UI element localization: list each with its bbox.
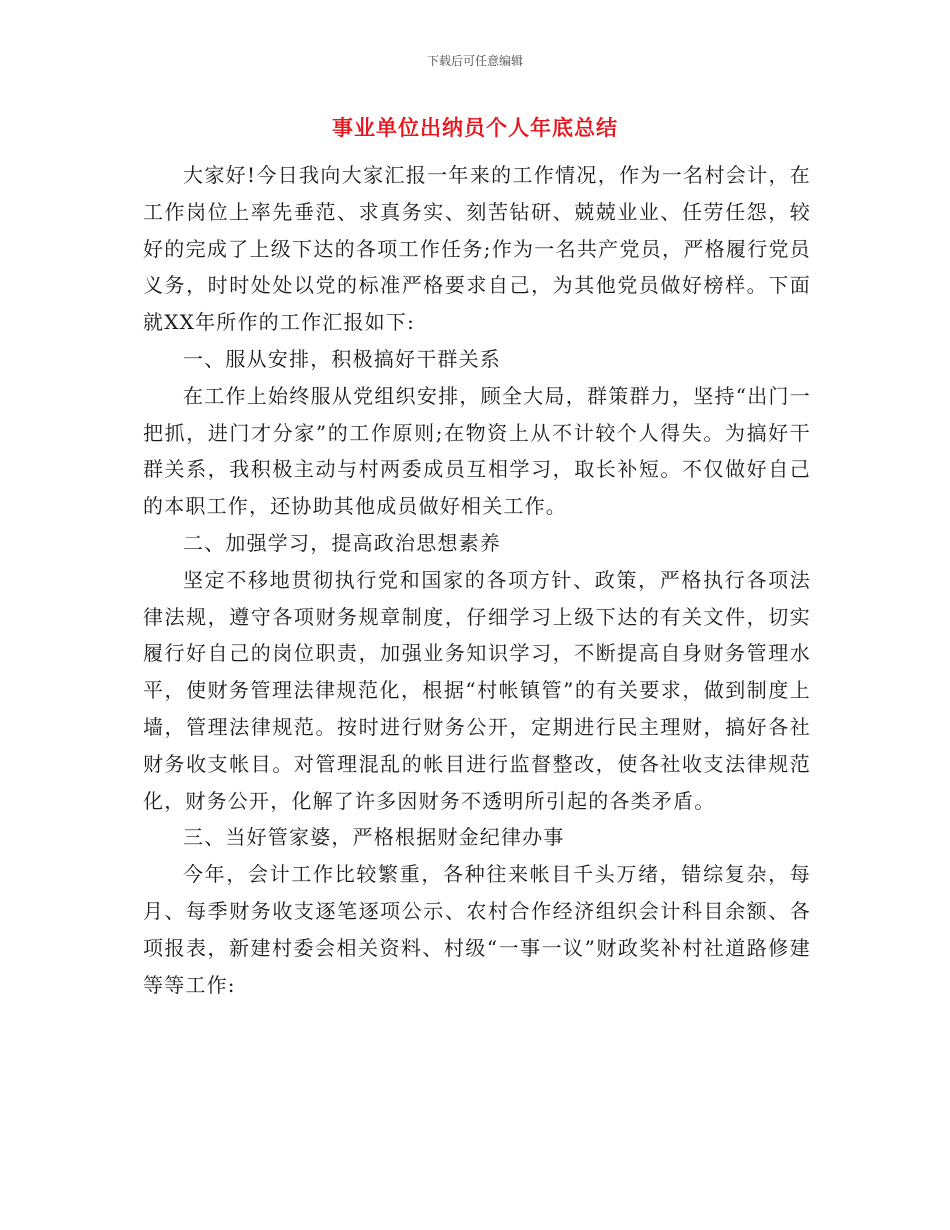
paragraph-section-1: 在工作上始终服从党组织安排，顾全大局，群策群力，坚持“出门一把抓，进门才分家”的工作原则;在物资上从不计较个人得失。为搞好干群关系，我积极主动与村两委成员互相学习，取长补短。不仅做好自己的本职工作，还协助其他成员做好相关工作。	[143, 383, 811, 519]
header-note: 下载后可任意编辑	[426, 54, 523, 68]
section-heading-1: 一、服从安排，积极搞好干群关系	[183, 346, 501, 371]
document-body	[143, 157, 811, 1003]
paragraph-section-2: 坚定不移地贯彻执行党和国家的各项方针、政策，严格执行各项法律法规，遵守各项财务规章制度，仔细学习上级下达的有关文件，切实履行好自己的岗位职责，加强业务知识学习，不断提高自身财务管理水平，使财务管理法律规范化，根据“村帐镇管”的有关要求，做到制度上墙，管理法律规范。按时进行财务公开，定期进行民主理财，搞好各社财务收支帐目。对管理混乱的帐目进行监督整改，使各社收支法律规范化，财务公开，化解了许多因财务不透明所引起的各类矛盾。	[143, 567, 811, 813]
section-heading-2: 二、加强学习，提高政治思想素养	[183, 530, 501, 555]
paragraph-intro: 大家好!今日我向大家汇报一年来的工作情况，作为一名村会计，在工作岗位上率先垂范、求真务实、刻苦钻研、兢兢业业、任劳任怨，较好的完成了上级下达的各项工作任务;作为一名共产党员，严格履行党员义务，时时处处以党的标准严格要求自己，为其他党员做好榜样。下面就XX年所作的工作汇报如下:	[143, 163, 811, 335]
section-heading-3: 三、当好管家婆，严格根据财金纪律办事	[183, 825, 565, 850]
paragraph-section-3: 今年，会计工作比较繁重，各种往来帐目千头万绪，错综复杂，每月、每季财务收支逐笔逐项公示、农村合作经济组织会计科目余额、各项报表，新建村委会相关资料、村级“一事一议”财政奖补村社道路修建等等工作:	[143, 862, 811, 997]
document-title: 事业单位出纳员个人年底总结	[332, 115, 618, 140]
